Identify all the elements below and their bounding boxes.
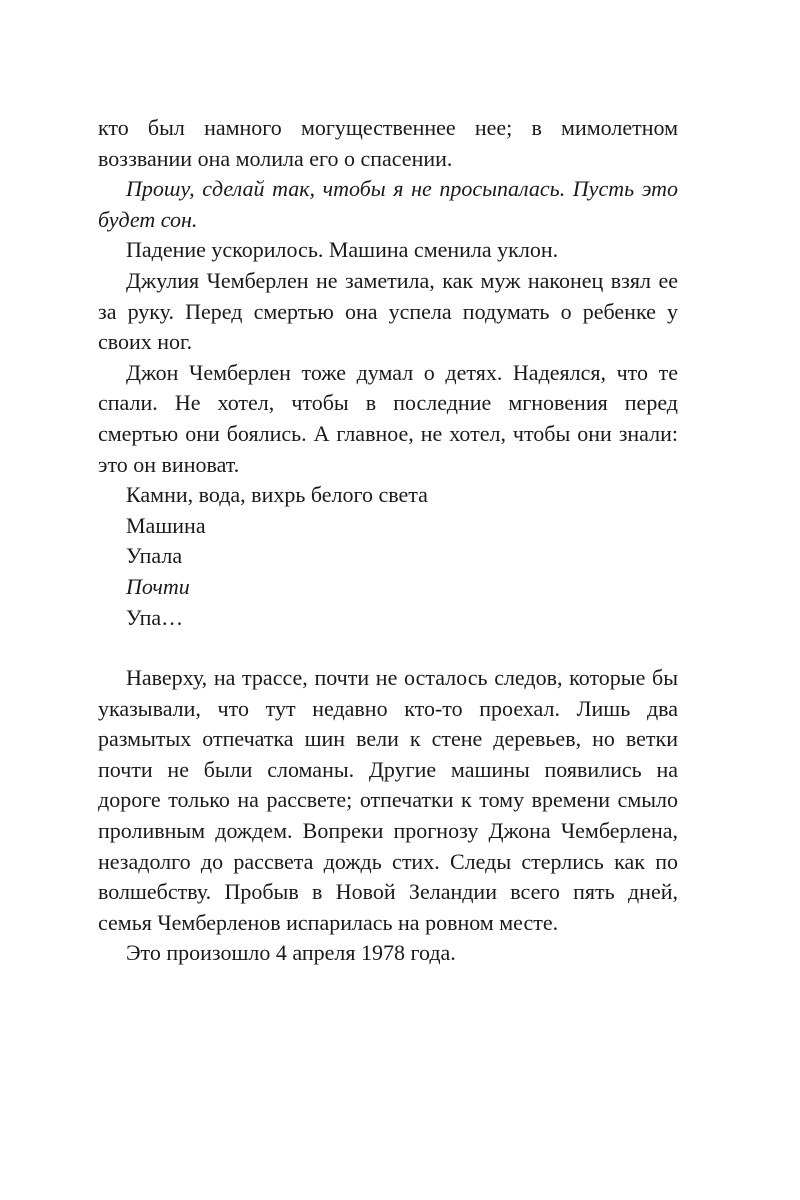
paragraph-continuation: кто был намного могущественнее нее; в мимолетном воззвании она молила его о спасении. [98, 115, 678, 171]
paragraph-aftermath: Наверху, на трассе, почти не осталось следов, которые бы указывали, что тут недавно кто-то проехал. Лишь два размытых отпечатка шин вели к стене деревьев, но ветки почти не были сломаны. Другие машины появились на дороге только на рассвете; отпечатки к тому времени смыло проливным дождем. Вопреки прогнозу Джона Чемберлена, незадолго до рассвета дождь стих. Следы стерлись как по волшебству. Пробыв в Новой Зеландии всего пять дней, семья Чемберленов испарилась на ровном месте. [98, 665, 678, 935]
fragment-line-2: Машина [126, 512, 206, 538]
paragraph-date: Это произошло 4 апреля 1978 года. [126, 940, 456, 966]
book-page [98, 113, 678, 969]
fragment-line-4: Почти [126, 573, 190, 599]
italic-prayer-paragraph: Прошу, сделай так, чтобы я не просыпалась. Пусть это будет сон. [98, 176, 678, 232]
paragraph-john: Джон Чемберлен тоже думал о детях. Надеялся, что те спали. Не хотел, чтобы в последние мгновения перед смертью они боялись. А главное, не хотел, чтобы они знали: это он виноват. [98, 359, 678, 477]
fragment-line-5: Упа… [126, 604, 184, 630]
paragraph-julia: Джулия Чемберлен не заметила, как муж наконец взял ее за руку. Перед смертью она успела подумать о ребенке у своих ног. [98, 267, 678, 355]
fragment-line-3: Упала [126, 543, 183, 569]
section-break [98, 633, 678, 663]
fragment-line-1: Камни, вода, вихрь белого света [126, 482, 428, 508]
paragraph-fall: Падение ускорилось. Машина сменила уклон. [126, 237, 559, 263]
